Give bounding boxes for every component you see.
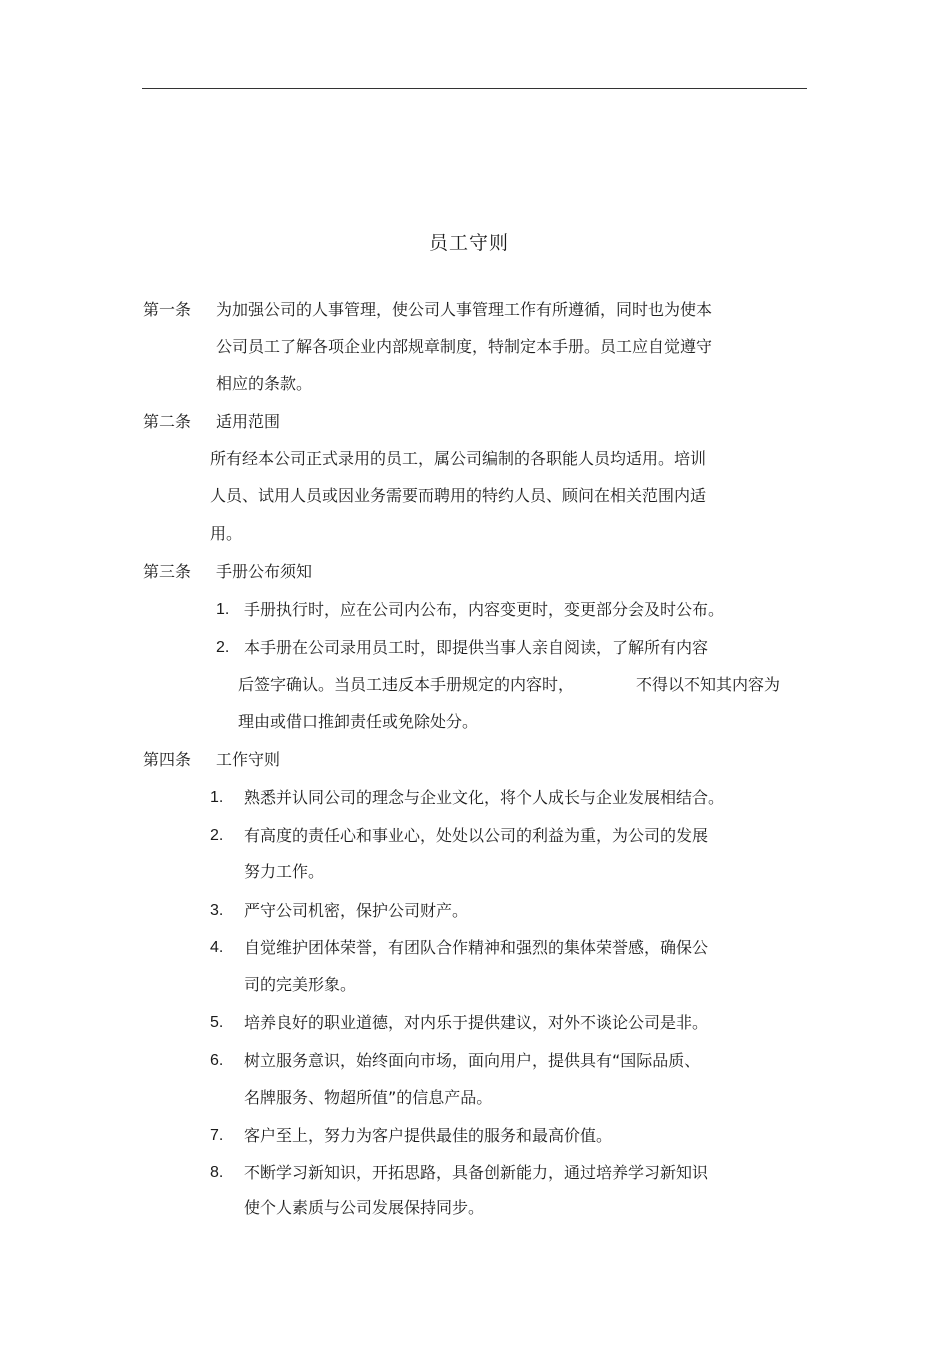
- article4-label: 第四条: [143, 750, 192, 769]
- document-title: 员工守则: [428, 232, 509, 254]
- list-item-number: 7.: [210, 1127, 224, 1144]
- list-item-number: 4.: [210, 939, 224, 956]
- list-item-text: 理由或借口推卸责任或免除处分。: [238, 712, 479, 731]
- article1-line: 公司员工了解各项企业内部规章制度，特制定本手册。员工应自觉遵守: [216, 337, 713, 356]
- list-item-text: 熟悉并认同公司的理念与企业文化，将个人成长与企业发展相结合。: [244, 788, 725, 807]
- list-item-number: 6.: [210, 1052, 224, 1069]
- article2-line: 人员、试用人员或因业务需要而聘用的特约人员、顾问在相关范围内适: [210, 486, 707, 505]
- list-item-text: 严守公司机密，保护公司财产。: [244, 901, 469, 920]
- list-item-number: 2.: [210, 827, 224, 844]
- article2-heading: 适用范围: [216, 412, 281, 431]
- list-item-text: 手册执行时，应在公司内公布，内容变更时，变更部分会及时公布。: [244, 600, 725, 619]
- article3-label: 第三条: [143, 562, 192, 581]
- list-item-number: 5.: [210, 1014, 224, 1031]
- article4-heading: 工作守则: [216, 750, 281, 769]
- list-item-text: 客户至上，努力为客户提供最佳的服务和最高价值。: [244, 1126, 613, 1145]
- list-item-text: 培养良好的职业道德，对内乐于提供建议，对外不谈论公司是非。: [244, 1013, 709, 1032]
- article2-line: 所有经本公司正式录用的员工，属公司编制的各职能人员均适用。培训: [210, 449, 707, 468]
- article1-line: 相应的条款。: [216, 374, 313, 393]
- list-item-number: 2.: [216, 639, 230, 656]
- list-item-text: 本手册在公司录用员工时，即提供当事人亲自阅读，了解所有内容: [244, 638, 709, 657]
- list-item-number: 1.: [210, 789, 224, 806]
- list-item-text: 树立服务意识，始终面向市场，面向用户，提供具有“国际品质、: [244, 1051, 701, 1070]
- header-rule: [142, 88, 807, 89]
- list-item-text: 不断学习新知识，开拓思路，具备创新能力，通过培养学习新知识: [244, 1163, 709, 1182]
- article3-heading: 手册公布须知: [216, 562, 313, 581]
- list-item-text: 司的完美形象。: [244, 975, 357, 994]
- article2-label: 第二条: [143, 412, 192, 431]
- article1-label: 第一条: [143, 300, 192, 319]
- list-item-text: 后签字确认。当员工违反本手册规定的内容时，: [238, 675, 575, 694]
- list-item-text: 努力工作。: [244, 862, 325, 881]
- list-item-text: 自觉维护团体荣誉，有团队合作精神和强烈的集体荣誉感，确保公: [244, 938, 709, 957]
- list-item-text: 名牌服务、物超所值”的信息产品。: [244, 1088, 493, 1107]
- list-item-text: 有高度的责任心和事业心，处处以公司的利益为重，为公司的发展: [244, 826, 709, 845]
- article1-line: 为加强公司的人事管理，使公司人事管理工作有所遵循，同时也为使本: [216, 300, 713, 319]
- list-item-number: 8.: [210, 1164, 224, 1181]
- article2-line: 用。: [210, 524, 243, 543]
- list-item-text: 使个人素质与公司发展保持同步。: [244, 1198, 485, 1217]
- list-item-number: 3.: [210, 902, 224, 919]
- list-item-number: 1.: [216, 601, 230, 618]
- list-item-text: 不得以不知其内容为: [636, 675, 781, 694]
